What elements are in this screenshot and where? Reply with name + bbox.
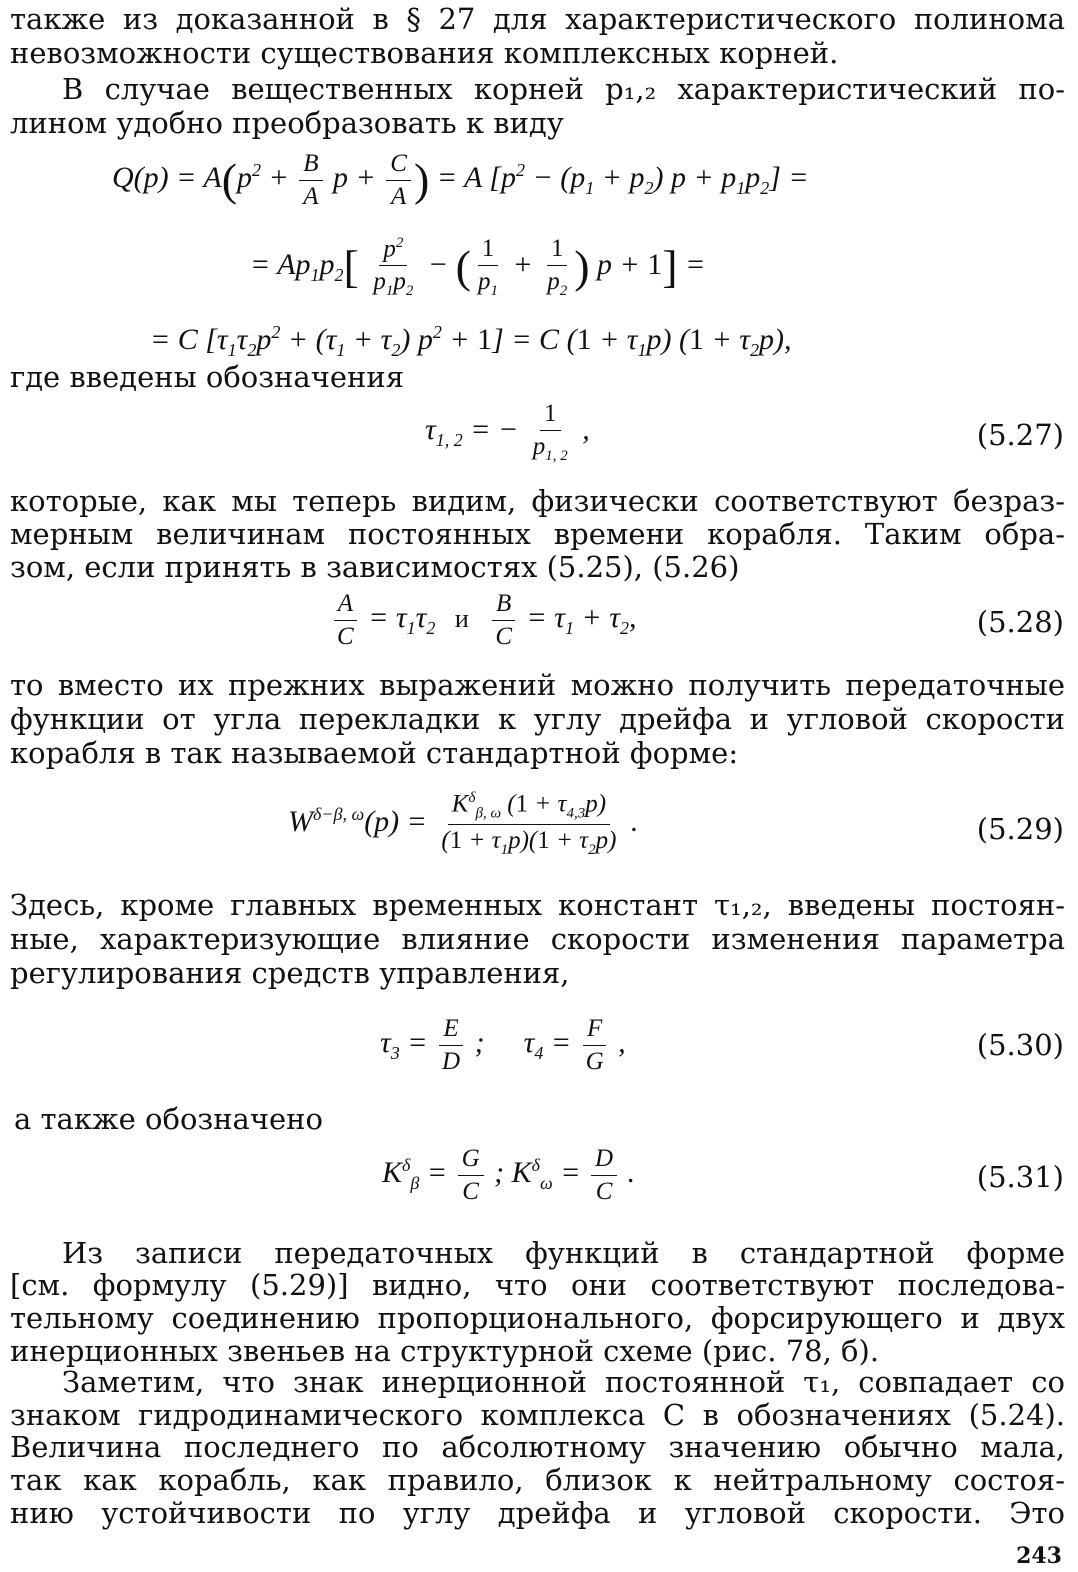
text-line: где введены обозначения bbox=[10, 360, 404, 394]
equation-5-29: $W^{\delta-\beta, \omega}(p)$ = $\frac{K^\delta_{\beta, \omega} (1 + \tau_{4,3}p)}{(1 + \tau_1p)(1 + \tau_2p)}$ . bbox=[288, 790, 639, 858]
text-line: корабля в так называемой стандартной форме: bbox=[10, 736, 739, 770]
equation-q-line3: = C $[\tau_1\tau_2p^2 + (\tau_1 + \tau_2) p^2 + 1] = C$ $(1 + \tau_1p)$ $(1 + \tau_2p)$, bbox=[150, 322, 792, 360]
equation-5-31: $K^\delta_\beta$ = $\frac{G}{C}$ ; $K^\delta_\omega$ = $\frac{D}{C}$ . bbox=[382, 1145, 636, 1205]
text-line: тельному соединению пропорционального, форсирующего и двух bbox=[10, 1301, 1065, 1335]
text-line: Из записи передаточных функций в стандартной форме bbox=[62, 1236, 1065, 1270]
text-line: мерным величинам постоянных времени корабля. Таким обра- bbox=[10, 517, 1065, 551]
text-line: зом, если принять в зависимостях (5.25), (5.26) bbox=[10, 550, 740, 584]
text-line: а также обозначено bbox=[14, 1102, 323, 1136]
text-line: нию устойчивости по углу дрейфа и угловой скорости. Это bbox=[10, 1496, 1065, 1530]
text-line: ные, характеризующие влияние скорости изменения параметра bbox=[10, 922, 1065, 956]
equation-5-27: $\tau_{1, 2}$ = − $\frac{1}{p_{1, 2}}$ , bbox=[425, 400, 590, 464]
text-line: невозможности существования комплексных корней. bbox=[10, 36, 839, 70]
equation-conjunction: и bbox=[454, 603, 469, 633]
text-line: инерционных звеньев на структурной схеме (рис. 78, б). bbox=[10, 1334, 880, 1368]
text-line: Величина последнего по абсолютному значению обычно мала, bbox=[10, 1430, 1065, 1464]
text-line: регулирования средств управления, bbox=[10, 956, 570, 990]
equation-number: (5.29) bbox=[976, 812, 1064, 846]
text-line: так как корабль, как правило, близок к нейтральному состоя- bbox=[10, 1463, 1065, 1497]
equation-number: (5.31) bbox=[976, 1160, 1064, 1194]
text-line: знаком гидродинамического комплекса C в обозначениях (5.24). bbox=[10, 1398, 1065, 1432]
text-line: также из доказанной в § 27 для характеристического полинома bbox=[10, 2, 1065, 36]
equation-number: (5.27) bbox=[976, 418, 1064, 452]
equation-q-line2: = $Ap_1p_2$[ $\frac{p^2}{p_1p_2}$ − ( $\frac{1}{p_1}$ + $\frac{1}{p_2}$ ) p + 1] = bbox=[250, 235, 706, 299]
text-line: то вместо их прежних выражений можно получить передаточные bbox=[10, 668, 1065, 702]
equation-5-28: $\frac{A}{C}$ = $\tau_1\tau_2$ и $\frac{B}{C}$ = $\tau_1 + \tau_2$, bbox=[330, 590, 637, 650]
equation-number: (5.28) bbox=[976, 605, 1064, 639]
text-line: Заметим, что знак инерционной постоянной τ₁, совпадает со bbox=[62, 1365, 1065, 1399]
text-line: В случае вещественных корней p₁,₂ характеристический по- bbox=[62, 72, 1065, 106]
equation-q-line1: $Q(p) = A(p^2$ + $\frac{B}{A}$ p + $\frac{C}{A}$ ) = A $[p^2 - (p_1 + p_2) p + p_1p_2]$ = bbox=[112, 150, 809, 210]
text-line: функции от угла перекладки к углу дрейфа и угловой скорости bbox=[10, 702, 1065, 736]
equation-number: (5.30) bbox=[976, 1028, 1064, 1062]
text-line: [см. формулу (5.29)] видно, что они соответствуют последова- bbox=[10, 1268, 1065, 1302]
page-number: 243 bbox=[1016, 1543, 1062, 1569]
equation-5-30: $\tau_3$ = $\frac{E}{D}$ ; $\tau_4$ = $\frac{F}{G}$ , bbox=[380, 1015, 626, 1075]
text-line: лином удобно преобразовать к виду bbox=[10, 106, 564, 140]
text-line: которые, как мы теперь видим, физически соответствуют безраз- bbox=[10, 484, 1065, 518]
text-line: Здесь, кроме главных временных констант τ₁,₂, введены постоян- bbox=[10, 888, 1065, 922]
